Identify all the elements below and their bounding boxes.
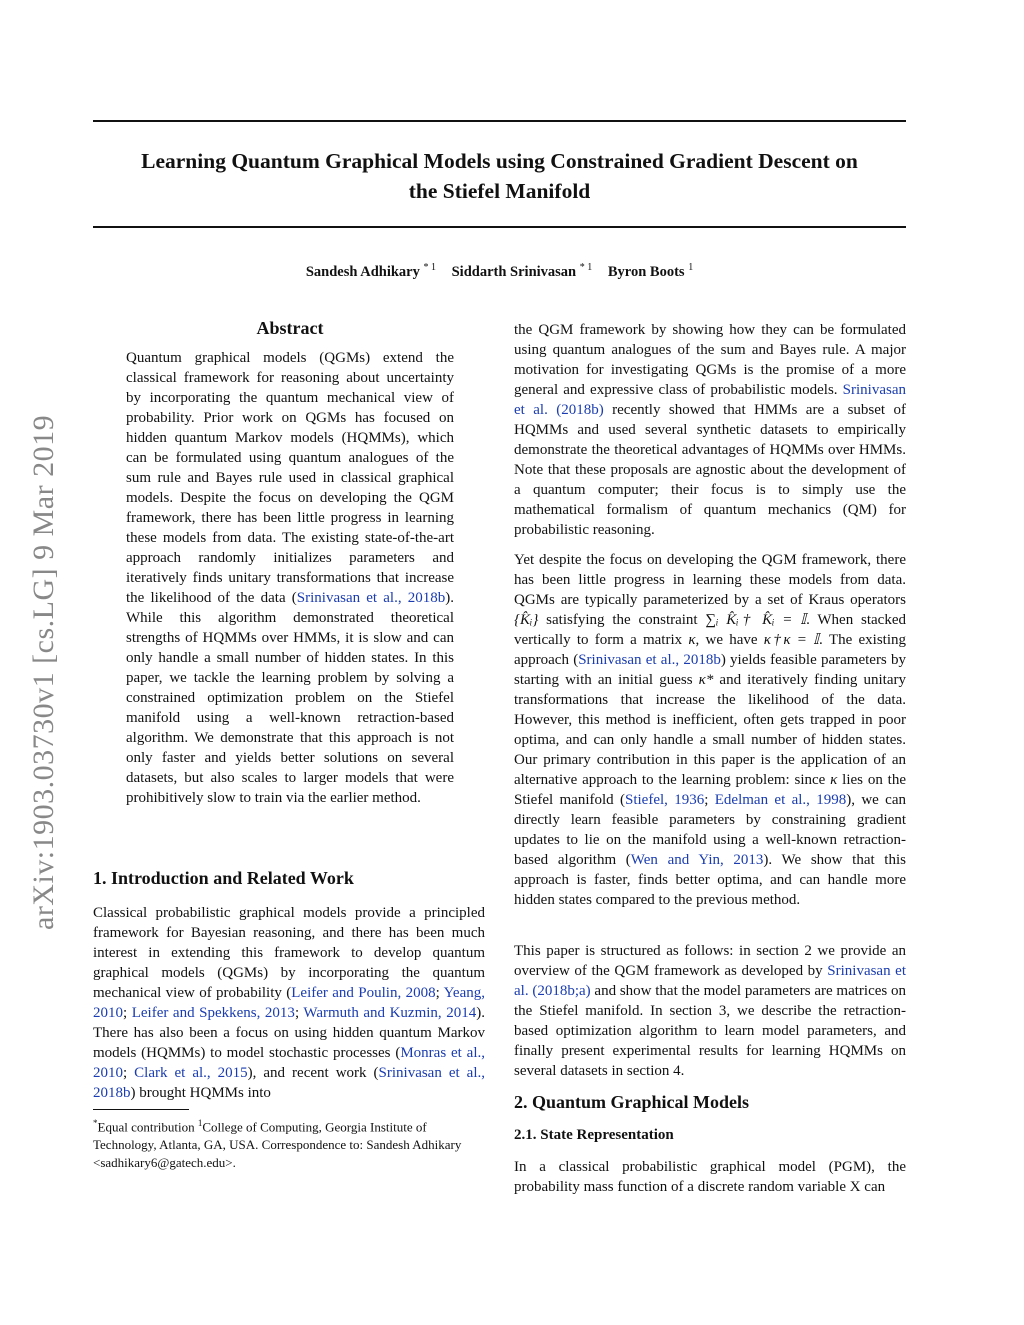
citation-link[interactable]: Srinivasan et al. (2018b)	[514, 382, 906, 418]
title-line-1: Learning Quantum Graphical Models using Constrained Gradient Descent on	[141, 149, 858, 173]
right-paragraph-1: the QGM framework by showing how they can be formulated using quantum analogues of the sum and Bayes rule. A major motivation for investigating QGMs is the promise of a more general and expressive class of probabilistic models. Srinivasan et al. (2018b) recently showed that HMMs are a subset of HQMMs and used several synthetic datasets to empirically demonstrate the theoretical advantages of HQMMs over HMMs. Note that these proposals are agnostic about the development of a quantum computer; their focus is to simply use the mathematical formalism of quantum mechanics (QM) for probabilistic reasoning.	[514, 322, 907, 538]
citation-link[interactable]: Clark et al., 2015	[134, 1065, 248, 1081]
arxiv-identifier: arXiv:1903.03730v1 [cs.LG] 9 Mar 2019	[27, 414, 60, 930]
title-top-rule	[93, 120, 906, 122]
footnote-rule	[93, 1109, 189, 1110]
abstract-body: Quantum graphical models (QGMs) extend the classical framework for reasoning about uncertainty by incorporating the quantum mechanical view of probability. Prior work on QGMs has focused on hidden quantum Markov models (HQMMs), which can be formulated using quantum analogues of the sum rule and Bayes rule used in classical graphical models. Despite the focus on developing the QGM framework, there has been little progress in learning these models from data. The existing state-of-the-art approach randomly initializes parameters and iteratively finds unitary transformations that increase the likelihood of the data (Srinivasan et al., 2018b). While this algorithm demonstrated theoretical strengths of HQMMs over HMMs, it is slow and can only handle a small number of hidden states. In this paper, we tackle the learning problem by solving a constrained optimization problem on the Stiefel manifold using a well-known retraction-based algorithm. We demonstrate that this approach is not only faster and yields better solutions on several datasets, but also scales to larger models that were prohibitively slow to train via the earlier method.	[126, 350, 454, 806]
citation-link[interactable]: Edelman et al., 1998	[714, 792, 847, 808]
subsection-2-1-heading: 2.1. State Representation	[514, 1127, 674, 1143]
footnote: *Equal contribution $^1$College of Computing, Georgia Institute of Technology, Atlanta, GA, USA. Correspondence to: Sandesh Adhikary <sadhikary6@gatech.edu>.	[93, 1118, 462, 1171]
abstract-heading: Abstract	[256, 318, 324, 338]
author-1: Sandesh Adhikary $^{* 1}$	[305, 262, 436, 280]
introduction-body: Classical probabilistic graphical models provide a principled framework for Bayesian reasoning, and there has been much interest in extending this framework to develop quantum graphical models (QGMs) by incorporating the quantum mechanical view of probability (Leifer and Poulin, 2008; Yeang, 2010; Leifer and Spekkens, 2013; Warmuth and Kuzmin, 2014). There has also been a focus on using hidden quantum Markov models (HQMMs) to model stochastic processes (Monras et al., 2010; Clark et al., 2015), and recent work (Srinivasan et al., 2018b) brought HQMMs into	[93, 905, 485, 1101]
right-paragraph-2: Yet despite the focus on developing the QGM framework, there has been little progress in learning these models from data. QGMs are typically parameterized by a set of Kraus operators {K̂ᵢ} satisfying the constraint ∑ᵢ K̂ᵢ† K̂ᵢ = 𝕀. When stacked vertically to form a matrix κ, we have κ†κ = 𝕀. The existing approach (Srinivasan et al., 2018b) yields feasible parameters by starting with an initial guess κ* and iteratively finding unitary transformations that increase the likelihood of the data. However, this method is inefficient, often gets trapped in poor optima, and can only handle a small number of hidden states. Our primary contribution in this paper is the application of an alternative approach to the learning problem: since κ lies on the Stiefel manifold (Stiefel, 1936; Edelman et al., 1998), we can directly learn feasible parameters by constraining gradient updates to lie on the manifold using a well-known retraction-based algorithm (Wen and Yin, 2013). We show that this approach is faster, finds better optima, and can handle more hidden states compared to the previous method.	[514, 552, 907, 908]
math-kappa: κ	[830, 772, 838, 788]
author-3: Byron Boots $^1$	[607, 262, 694, 280]
citation-link[interactable]: Wen and Yin, 2013	[630, 852, 764, 868]
math-kraus-set: {K̂ᵢ}	[514, 612, 539, 628]
math-kappa: κ	[688, 632, 696, 648]
right-paragraph-3: This paper is structured as follows: in section 2 we provide an overview of the QGM framework as developed by Srinivasan et al. (2018b;a) and show that the model parameters are matrices on the Stiefel manifold. In section 3, we describe the retraction-based optimization algorithm to learn model parameters, and finally present experimental results for learning HQMMs on several datasets in section 4.	[514, 943, 907, 1079]
citation-link[interactable]: Srinivasan et al. (2018b;a)	[514, 963, 907, 999]
citation-link[interactable]: Leifer and Poulin, 2008	[291, 985, 436, 1001]
math-kappa-star: κ*	[698, 672, 714, 688]
math-orthonormality: κ†κ = 𝕀	[763, 632, 820, 648]
citation-link[interactable]: Srinivasan et al., 2018b	[578, 652, 721, 668]
section-1-heading: 1. Introduction and Related Work	[93, 868, 354, 888]
citation-link[interactable]: Monras et al., 2010	[93, 1045, 485, 1081]
title-bottom-rule	[93, 226, 906, 228]
paper-title	[93, 146, 906, 206]
author-list	[93, 262, 906, 281]
citation-link[interactable]: Yeang, 2010	[93, 985, 485, 1021]
citation-link[interactable]: Warmuth and Kuzmin, 2014	[303, 1005, 477, 1021]
citation-link[interactable]: Leifer and Spekkens, 2013	[131, 1005, 295, 1021]
math-kraus-constraint: ∑ᵢ K̂ᵢ† K̂ᵢ = 𝕀	[705, 612, 807, 628]
author-2: Siddarth Srinivasan $^{* 1}$	[451, 262, 593, 280]
title-line-2: the Stiefel Manifold	[408, 179, 591, 203]
citation-link[interactable]: Stiefel, 1936	[625, 792, 705, 808]
citation-link[interactable]: Srinivasan et al., 2018b	[93, 1065, 485, 1101]
right-paragraph-4: In a classical probabilistic graphical model (PGM), the probability mass function of a discrete random variable X can	[514, 1159, 906, 1195]
section-2-heading: 2. Quantum Graphical Models	[514, 1092, 750, 1112]
citation-link[interactable]: Srinivasan et al., 2018b	[296, 590, 446, 606]
